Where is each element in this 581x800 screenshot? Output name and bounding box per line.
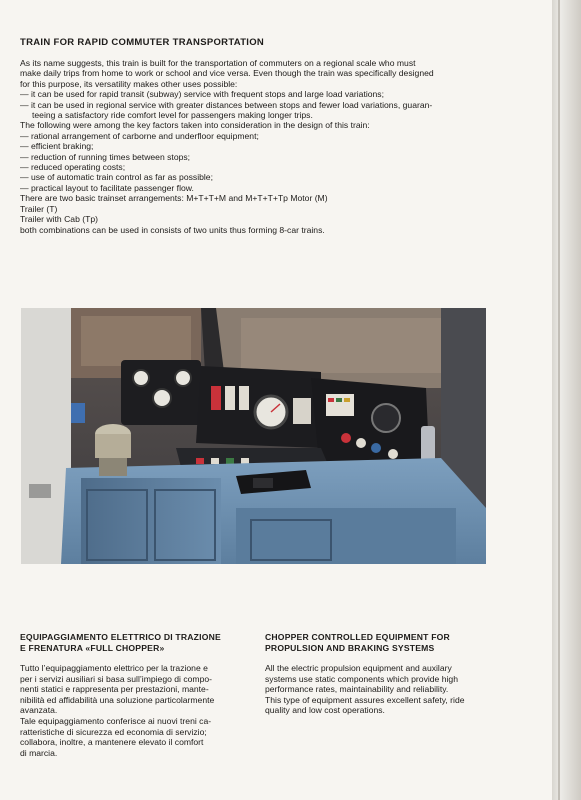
intro-line: Trailer (T) — [20, 203, 58, 214]
page-edge — [552, 0, 581, 800]
intro-line: The following were among the key factors taken into consideration in the design of this train: — [20, 120, 370, 131]
intro-line: — efficient braking; — [20, 141, 94, 152]
intro-line: teeing a satisfactory ride comfort level for passengers making longer trips. — [32, 110, 313, 121]
intro-line: — it can be used for rapid transit (subway) service with frequent stops and large load variations; — [20, 89, 384, 100]
intro-text — [20, 58, 490, 235]
intro-line: make daily trips from home to work or school and vice versa. Even though the train was specifically designed — [20, 68, 434, 79]
section-title-commuter: TRAIN FOR RAPID COMMUTER TRANSPORTATION — [20, 37, 265, 48]
italian-body-line: Tutto l’equipaggiamento elettrico per la trazione e — [20, 663, 208, 673]
english-section-body — [265, 663, 495, 716]
intro-line: There are two basic trainset arrangements: M+T+T+M and M+T+T+Tp Motor (M) — [20, 193, 328, 204]
english-body-line: This type of equipment assures excellent safety, ride — [265, 694, 465, 705]
driver-console-illustration — [21, 308, 486, 564]
english-section-title — [265, 632, 490, 653]
italian-title-line: E FRENATURA «FULL CHOPPER» — [20, 642, 165, 653]
english-body-line: performance rates, maintainability and reliability. — [265, 684, 449, 695]
italian-body-line: di marcia. — [20, 747, 58, 758]
intro-line: for this purpose, its versatility makes other uses possible: — [20, 78, 238, 89]
italian-body-line: per i servizi ausiliari si basa sull’impiego di compo- — [20, 673, 212, 684]
italian-body-line: avanzata. — [20, 705, 58, 716]
italian-section-body — [20, 663, 250, 758]
italian-section-title — [20, 632, 245, 653]
italian-body-line: collabora, inoltre, a mantenere elevato il comfort — [20, 737, 204, 748]
intro-line: — practical layout to facilitate passenger flow. — [20, 182, 194, 193]
english-title-line: CHOPPER CONTROLLED EQUIPMENT FOR — [265, 632, 450, 642]
italian-body-line: nibilità ed affidabilità una soluzione particolarmente — [20, 694, 215, 705]
intro-line: — rational arrangement of carborne and underfloor equipment; — [20, 130, 259, 141]
english-body-line: quality and low cost operations. — [265, 705, 385, 716]
page-edge-line — [558, 0, 560, 800]
intro-line: As its name suggests, this train is built for the transportation of commuters on a regional scale who must — [20, 58, 416, 68]
english-title-line: PROPULSION AND BRAKING SYSTEMS — [265, 642, 435, 653]
english-body-line: All the electric propulsion equipment and auxilary — [265, 663, 452, 673]
intro-line: — use of automatic train control as far as possible; — [20, 172, 213, 183]
intro-line: both combinations can be used in consists of two units thus forming 8-car trains. — [20, 224, 325, 235]
italian-title-line: EQUIPAGGIAMENTO ELETTRICO DI TRAZIONE — [20, 632, 221, 642]
intro-line: — reduced operating costs; — [20, 162, 126, 173]
intro-line: Trailer with Cab (Tp) — [20, 214, 98, 225]
italian-body-line: Tale equipaggiamento conferisce ai nuovi treni ca- — [20, 715, 212, 726]
intro-line: — it can be used in regional service with greater distances between stops and fewer load variations, guaran- — [20, 99, 433, 110]
italian-body-line: ratteristiche di sicurezza ed economia di servizio; — [20, 726, 207, 737]
italian-body-line: nenti statici e rappresenta per prestazioni, mante- — [20, 684, 209, 695]
driver-cab-photo — [21, 308, 486, 564]
english-body-line: systems use static components which provide high — [265, 673, 458, 684]
intro-line: — reduction of running times between stops; — [20, 151, 191, 162]
